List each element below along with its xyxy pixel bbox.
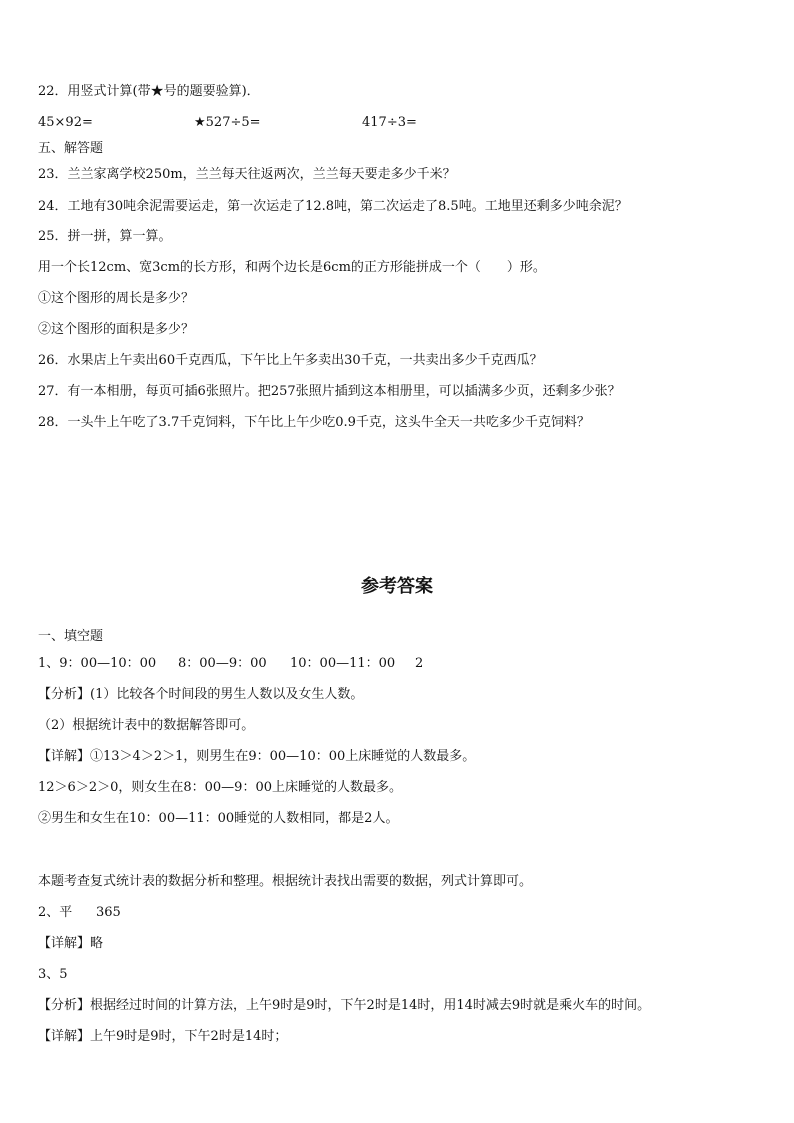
question-27: 27．有一本相册，每页可插6张照片。把257张照片插到这本相册里，可以插满多少页，还剩多少张？ (38, 384, 621, 399)
answer-2 (38, 905, 121, 921)
answer-1-analysis: 【分析】(1）比较各个时间段的男生人数以及女生人数。 (38, 687, 364, 702)
answers-title: 参考答案 (361, 576, 433, 597)
question-25-desc: 用一个长12cm、宽3cm的长方形，和两个边长是6cm的正方形能拼成一个（ ）形。 (38, 260, 546, 275)
answer-3-analysis: 【分析】根据经过时间的计算方法，上午9时是9时，下午2时是14时，用14时减去9时就是乘火车的时间。 (38, 998, 651, 1013)
answers-section-1: 一、填空题 (38, 629, 104, 644)
answer-2-detail: 【详解】略 (38, 936, 104, 951)
question-23: 23．兰兰家离学校250m，兰兰每天往返两次，兰兰每天要走多少千米？ (38, 167, 456, 182)
answer-1-part-2: 8：00—9：00 (178, 656, 267, 671)
answer-1-part-1: 1、9：00—10：00 (38, 656, 157, 671)
answer-1-summary: 本题考查复式统计表的数据分析和整理。根据统计表找出需要的数据，列式计算即可。 (38, 874, 533, 889)
answer-2-value: 365 (96, 905, 121, 920)
calc-item-1: 45×92= (38, 115, 93, 130)
answer-2-label: 2、平 (38, 905, 73, 920)
question-25-sub-1: ①这个图形的周长是多少？ (38, 291, 195, 306)
calc-item-3: 417÷3= (362, 115, 417, 130)
answer-1-detail-2: 12＞6＞2＞0，则女生在8：00—9：00上床睡觉的人数最多。 (38, 780, 402, 795)
question-25-sub-2: ②这个图形的面积是多少？ (38, 322, 195, 337)
answer-3-detail: 【详解】上午9时是9时，下午2时是14时； (38, 1029, 288, 1044)
answer-1-analysis-2: （2）根据统计表中的数据解答即可。 (38, 718, 255, 733)
answer-1-detail-1: 【详解】①13＞4＞2＞1，则男生在9：00—10：00上床睡觉的人数最多。 (38, 749, 476, 764)
answer-1-part-4: 2 (415, 656, 424, 671)
answer-1-detail-3: ②男生和女生在10：00—11：00睡觉的人数相同，都是2人。 (38, 811, 399, 826)
calc-item-2: ★527÷5= (194, 115, 261, 130)
answer-1-part-3: 10：00—11：00 (290, 656, 396, 671)
question-28: 28．一头牛上午吃了3.7千克饲料，下午比上午少吃0.9千克，这头牛全天一共吃多少千克饲料？ (38, 415, 590, 430)
question-22: 22．用竖式计算(带★号的题要验算)． (38, 84, 260, 99)
question-25: 25．拼一拼，算一算。 (38, 229, 172, 244)
answer-3: 3、5 (38, 967, 68, 982)
answer-1 (38, 656, 423, 672)
question-24: 24．工地有30吨余泥需要运走，第一次运走了12.8吨，第二次运走了8.5吨。工地里还剩多少吨余泥？ (38, 199, 628, 214)
section-heading-5: 五、解答题 (38, 141, 104, 156)
question-26: 26．水果店上午卖出60千克西瓜，下午比上午多卖出30千克，一共卖出多少千克西瓜？ (38, 353, 543, 368)
